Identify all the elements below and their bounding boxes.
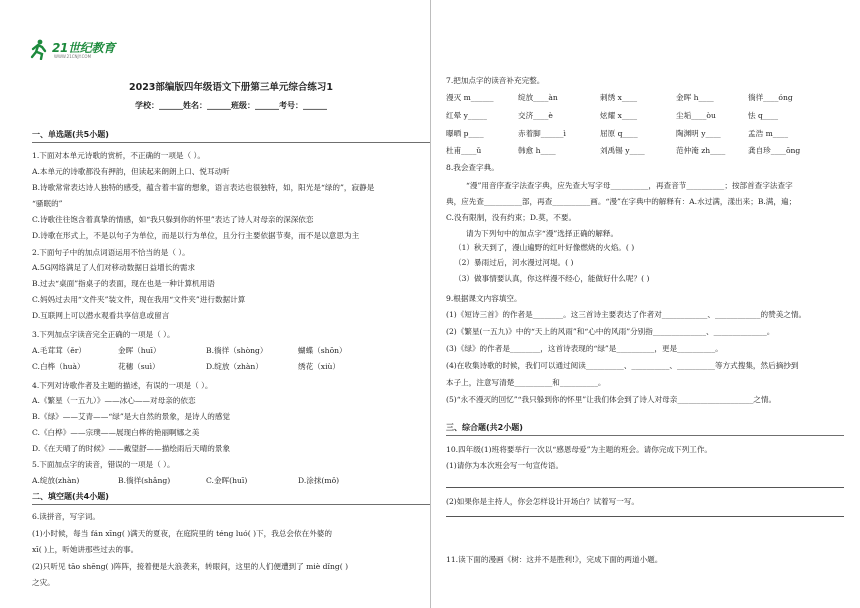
question-8-sentence-1: （1）秋天到了，漫山遍野的红叶好像燃烧的火焰。( ): [454, 243, 635, 252]
question-6-line-3: (2)只听见 tāo shēng( )阵阵，接着便是大浪袭来，转眼间，这里的人们便遭到了 miè dǐng( ): [32, 562, 349, 571]
question-10-part-2: (2)如果你是主持人，你会怎样设计开场白？试着写一写。: [446, 497, 640, 506]
question-7-item: 杜甫____ǔ: [446, 146, 482, 155]
question-7-item: 金晖 h____: [676, 93, 714, 102]
question-7-item: 尘垢____òu: [676, 111, 716, 120]
runner-logo-icon: [28, 38, 50, 60]
question-11: 11.读下面的漫画《树：这并不是胜利!》，完成下面的两道小题。: [446, 555, 663, 564]
question-6-line-2: xī( )上，听她讲那些过去的事。: [32, 545, 139, 554]
logo-subtext: WWW.21CNJY.COM: [54, 54, 92, 59]
logo-text: 21世纪教育: [52, 41, 115, 55]
question-2-option-c: C.妈妈过去用“文件夹”装文件，现在我用“文件夹”进行数据计算: [32, 295, 246, 304]
right-column: [430, 0, 860, 608]
section-divider: [32, 142, 430, 143]
question-2-option-a: A.5G网络满足了人们对移动数据日益增长的需求: [32, 263, 196, 272]
section-divider: [446, 435, 844, 436]
question-4-option-b: B.《绿》——艾青——“绿”是大自然的景象，是诗人的感觉: [32, 412, 231, 421]
question-2-option-d: D.互联网上可以潜水观看共享信息或留言: [32, 311, 170, 320]
question-7-item: 曝晒 p____: [446, 129, 484, 138]
question-3-option-a: A.毛茸茸（ěr）: [32, 346, 86, 355]
question-4: 4.下列对诗歌作者及主题的描述，有误的一项是（ ）。: [32, 381, 213, 390]
question-3-option-c2: 花穗（suì）: [118, 362, 160, 371]
question-5-option-b: B.徜徉(shǎng): [118, 476, 171, 485]
question-8-sentence-2: （2）暴雨过后，河水漫过河堤。( ): [454, 258, 574, 267]
question-7-item: 红晕 y_____: [446, 111, 487, 120]
question-1-option-c: C.诗歌往往饱含着真挚的情感，如“我只躲到你的怀里”表达了诗人对母亲的深深依恋: [32, 215, 314, 224]
answer-line[interactable]: [446, 487, 844, 488]
brand-logo: [28, 38, 116, 62]
question-4-option-c: C.《白桦》——宗璞——展现白桦的艳丽啊娜之美: [32, 428, 200, 437]
section-divider: [32, 504, 430, 505]
question-8-line-2: 典，应先查__________部，再查__________画。“漫”在字典中的解释有：A.水过满，漾出来；B.满，遍；: [446, 197, 797, 206]
question-3-option-b2: 蝴蝶（shōn）: [298, 346, 347, 355]
question-4-option-d: D.《在天晴了的时候》——戴望舒——描绘雨后天晴的景象: [32, 444, 231, 453]
question-8: 8.我会查字典。: [446, 163, 499, 172]
question-7-item: 刘禹锡 y____: [600, 146, 645, 155]
question-9-line-6: (5)“永不漫灭的回忆”“我只躲到你的怀里”让我们体会到了诗人对母亲____________________之情。: [446, 395, 777, 404]
question-7-item: 范仲淹 zh____: [676, 146, 726, 155]
question-7-item: 炫耀 x____: [600, 111, 638, 120]
question-7-item: 绽放____àn: [518, 93, 558, 102]
question-7-item: 龚自珍____ōng: [748, 146, 801, 155]
question-3-option-b: B.徜徉（shòng）: [206, 346, 268, 355]
section-fill-blank-heading: 二、填空题(共4小题): [32, 492, 109, 501]
question-7: 7.把加点字的读音补充完整。: [446, 76, 545, 85]
question-6: 6.读拼音，写字词。: [32, 512, 100, 521]
question-8-sentence-3: （3）做事情要认真，你这样漫不经心，能做好什么呢？( ): [454, 274, 650, 283]
section-single-choice-heading: 一、单选题(共5小题): [32, 130, 109, 139]
question-9-line-2: (2)《繁星(一五九)》中的“天上的风雨”和“心中的风雨”分别指______________、______________。: [446, 327, 775, 336]
answer-line[interactable]: [446, 516, 844, 517]
question-7-item: 屈原 q____: [600, 129, 638, 138]
question-6-line-1: (1)小时候，每当 fán xīng( )满天的夏夜，在庭院里的 téng luó( )下，我总会依在外婆的: [32, 529, 332, 538]
question-3-option-d2: 绣花（xiù）: [298, 362, 340, 371]
question-10-part-1: (1)请你为本次班会写一句宣传语。: [446, 461, 564, 470]
section-comprehensive-heading: 三、综合题(共2小题): [446, 423, 523, 432]
question-7-item: 赤着脚______ì: [518, 129, 566, 138]
question-3-option-d: D.绽放（zhàn）: [206, 362, 263, 371]
question-5-option-d: D.涂抹(mǒ): [298, 476, 340, 485]
question-7-item: 韩愈 h____: [518, 146, 556, 155]
question-7-item: 刺绣 x____: [600, 93, 638, 102]
question-3: 3.下列加点字读音完全正确的一项是（ ）。: [32, 330, 175, 339]
question-8-line-4: 请为下列句中的加点字“漫”选择正确的解释。: [466, 229, 619, 238]
question-9-line-1: (1)《短诗三首》的作者是________。这三首诗主要表达了作者对____________、____________的赞美之情。: [446, 310, 807, 319]
question-9-line-3: (3)《绿》的作者是________，这首诗表现的“绿”是__________，更是__________。: [446, 344, 723, 353]
question-7-item: 陶渊明 y____: [676, 129, 721, 138]
question-1-option-b-cont: “骚眠的”: [32, 199, 63, 208]
question-4-option-a: A.《繁星（一五九）》——冰心——对母亲的依恋: [32, 396, 196, 405]
question-9-line-4: (4)在收集诗歌的时候，我们可以通过阅读__________、__________、__________等方式搜集，然后摘抄到: [446, 361, 799, 370]
question-8-line-3: C.没有限制，没有约束；D.莫，不要。: [446, 213, 577, 222]
question-3-option-c: C.白桦（huà）: [32, 362, 85, 371]
question-1-option-a: A.本单元的诗歌都没有押韵，但读起来朗朗上口、悦耳动听: [32, 167, 230, 176]
question-5-option-a: A.绽放(zhàn): [32, 476, 80, 485]
question-7-item: 孟浩 m____: [748, 129, 788, 138]
question-7-item: 怯 q____: [748, 111, 779, 120]
question-5-option-c: C.金晖(huī): [206, 476, 248, 485]
question-7-item: 徜徉____óng: [748, 93, 793, 102]
question-1-option-b: B.诗歌常常表达诗人独特的感受，蕴含着丰富的想象，语言表达也很独特，如，阳光是“绿的”，寂静是: [32, 183, 375, 192]
question-3-option-a2: 金晖（huī）: [118, 346, 161, 355]
question-10: 10.四年级(1)班将要举行一次以“感恩母爱”为主题的班会。请你完成下列工作。: [446, 445, 712, 454]
question-5: 5.下面加点字的读音，错误的一项是（ ）。: [32, 460, 175, 469]
question-6-line-4: 之灾。: [32, 578, 55, 587]
question-2-option-b: B.过去“桌面”指桌子的表面，现在也是一种计算机用语: [32, 279, 215, 288]
question-2: 2.下面句子中的加点词语运用不恰当的是（ ）。: [32, 248, 190, 257]
question-1-option-d: D.诗歌在形式上，不是以句子为单位，而是以行为单位，且分行主要依据节奏，而不是以意思为主: [32, 231, 360, 240]
question-1: 1.下面对本单元诗歌的赏析，不正确的一项是（ ）。: [32, 151, 205, 160]
question-9: 9.根据课文内容填空。: [446, 294, 522, 303]
question-9-line-5: 本子上，注意写清楚__________和__________。: [446, 378, 606, 387]
page-title: 2023部编版四年级语文下册第三单元综合练习1: [128, 82, 334, 93]
question-8-line-1: “漫”用音序查字法查字典，应先查大写字母__________，再查音节__________；按部首查字法查字: [466, 181, 793, 190]
question-7-item: 漫灭 m______: [446, 93, 494, 102]
question-7-item: 交济____è: [518, 111, 553, 120]
student-info-line: 学校：______姓名：______班级：______考号：______: [135, 101, 327, 110]
